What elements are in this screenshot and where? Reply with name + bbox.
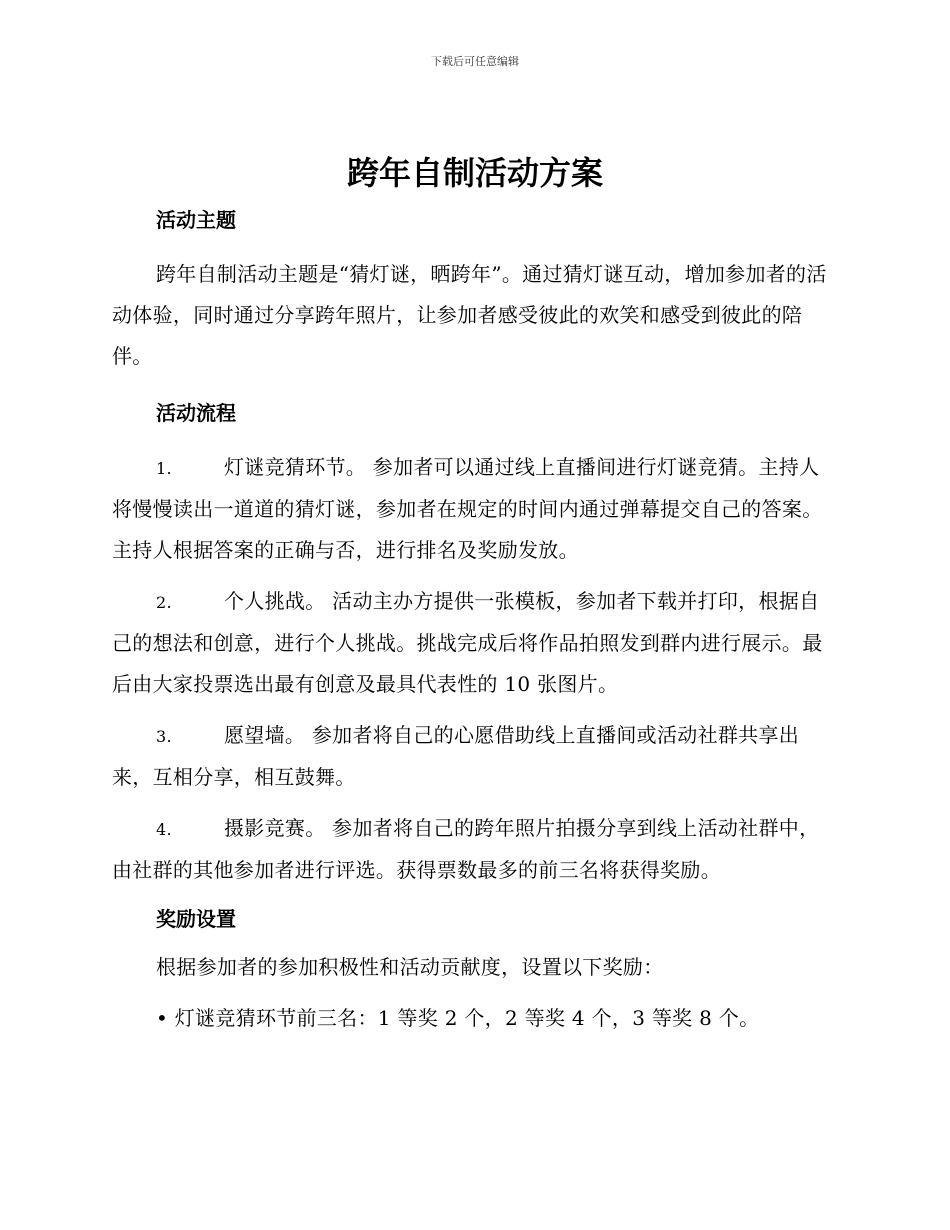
- document-title: 跨年自制活动方案: [346, 154, 603, 192]
- process-item-text: 参加者可以通过线上直播间进行灯谜竞猜。主持人将慢慢读出一道道的猜灯谜，参加者在规定的时间内通过弹幕提交自己的答案。主持人根据答案的正确与否，进行排名及奖励发放。: [112, 455, 823, 562]
- list-number: 2.: [156, 593, 172, 612]
- section-heading-rewards: 奖励设置: [156, 907, 236, 931]
- process-item-name: 摄影竞赛。: [224, 816, 326, 840]
- section-heading-theme: 活动主题: [156, 208, 236, 232]
- process-item-1: [112, 447, 836, 571]
- process-item-name: 个人挑战。: [224, 589, 326, 613]
- process-item-text: 参加者将自己的心愿借助线上直播间或活动社群共享出来，互相分享，相互鼓舞。: [112, 723, 800, 789]
- theme-paragraph: 跨年自制活动主题是“猜灯谜，晒跨年”。通过猜灯谜互动，增加参加者的活动体验，同时通过分享跨年照片，让参加者感受彼此的欢笑和感受到彼此的陪伴。: [112, 262, 827, 368]
- process-item-4: [112, 808, 836, 891]
- process-item-text: 参加者将自己的跨年照片拍摄分享到线上活动社群中，由社群的其他参加者进行评选。获得票数最多的前三名将获得奖励。: [112, 816, 820, 882]
- process-item-text: 活动主办方提供一张模板，参加者下载并打印，根据自己的想法和创意，进行个人挑战。挑战完成后将作品拍照发到群内进行展示。最后由大家投票选出最有创意及最具代表性的 10 张图片。: [112, 589, 823, 696]
- list-number: 1.: [156, 459, 172, 478]
- document-body: [112, 202, 836, 1039]
- process-item-name: 愿望墙。: [224, 723, 306, 747]
- list-number: 4.: [156, 820, 172, 839]
- rewards-bullet-1: • 灯谜竞猜环节前三名：1 等奖 2 个，2 等奖 4 个，3 等奖 8 个。: [156, 1006, 760, 1030]
- list-number: 3.: [156, 727, 172, 746]
- process-item-3: [112, 715, 836, 798]
- page-header: 下载后可任意编辑: [431, 55, 519, 68]
- process-item-name: 灯谜竞猜环节。: [224, 455, 367, 479]
- section-heading-process: 活动流程: [156, 401, 236, 425]
- process-item-2: [112, 581, 836, 705]
- rewards-intro: 根据参加者的参加积极性和活动贡献度，设置以下奖励：: [156, 955, 664, 979]
